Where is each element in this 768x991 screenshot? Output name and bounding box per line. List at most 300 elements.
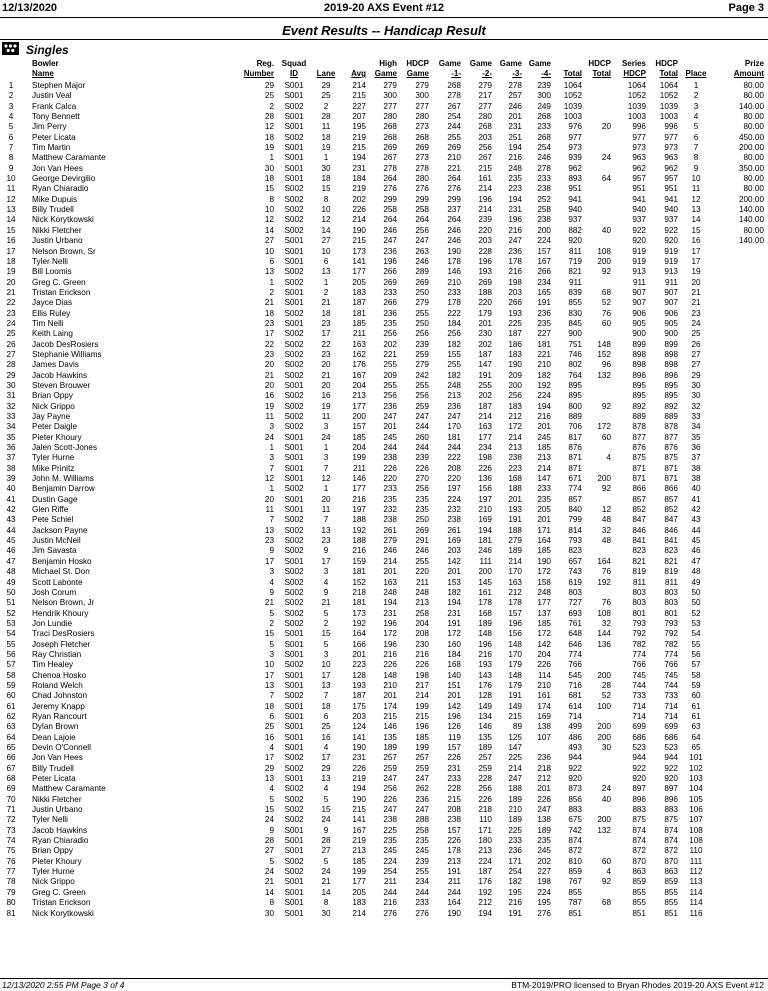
cell-place: 113 xyxy=(689,877,703,887)
cell-name: Jeremy Knapp xyxy=(32,701,85,711)
cell-total: 920 xyxy=(568,774,582,784)
cell-name: Mike Prinitz xyxy=(32,463,75,473)
cell-reg: 24 xyxy=(264,867,274,877)
cell-avg: 223 xyxy=(352,660,366,670)
cell-squad: S001 xyxy=(284,287,304,297)
cell-hdcptot: 852 xyxy=(664,505,678,515)
cell-lane: 1 xyxy=(323,277,329,287)
cell-squad: S002 xyxy=(284,515,304,525)
cell-num: 45 xyxy=(6,536,16,546)
cell-g2: 171 xyxy=(478,825,492,835)
cell-hdcpg: 264 xyxy=(415,215,429,225)
cell-hdcpg: 242 xyxy=(415,370,429,380)
cell-series: 847 xyxy=(632,515,646,525)
cell-reg: 18 xyxy=(264,174,274,184)
cell-place: 11 xyxy=(691,184,701,194)
cell-total: 922 xyxy=(568,763,582,773)
cell-lane: 2 xyxy=(323,618,329,628)
cell-place: 29 xyxy=(691,370,701,380)
cell-g3: 190 xyxy=(508,360,522,370)
cell-series: 940 xyxy=(632,205,646,215)
cell-g4: 157 xyxy=(537,246,551,256)
footer-timestamp: 12/13/2020 2:55 PM Page 3 of 4 xyxy=(2,980,125,990)
cell-g1: 232 xyxy=(447,505,461,515)
table-row xyxy=(0,722,768,732)
cell-num: 78 xyxy=(6,877,16,887)
cell-g4: 204 xyxy=(537,649,551,659)
cell-name: Tim Healey xyxy=(32,660,74,670)
cell-hdcptot: 897 xyxy=(664,784,678,794)
cell-lane: 18 xyxy=(321,701,331,711)
cell-g3: 186 xyxy=(508,339,522,349)
cell-avg: 211 xyxy=(352,329,366,339)
cell-g3: 198 xyxy=(508,277,522,287)
cell-g1: 231 xyxy=(447,608,461,618)
cell-hdcpg: 259 xyxy=(415,349,429,359)
cell-g4: 254 xyxy=(537,143,551,153)
cell-name: Jon Van Hees xyxy=(32,163,83,173)
cell-g4: 172 xyxy=(537,567,551,577)
cell-num: 56 xyxy=(6,649,16,659)
cell-hg: 266 xyxy=(383,267,397,277)
cell-lane: 7 xyxy=(323,515,329,525)
cell-g2: 136 xyxy=(478,474,492,484)
cell-squad: S002 xyxy=(284,525,304,535)
cell-g3: 163 xyxy=(508,577,522,587)
cell-hdcpg: 226 xyxy=(415,660,429,670)
cell-place: 42 xyxy=(691,505,701,515)
cell-avg: 162 xyxy=(352,349,366,359)
cell-prize: 80.00 xyxy=(743,81,764,90)
cell-hdcpg: 279 xyxy=(415,298,429,308)
cell-hdcpt: 164 xyxy=(597,556,611,566)
cell-hdcpg: 250 xyxy=(415,318,429,328)
cell-series: 714 xyxy=(632,711,646,721)
cell-hg: 233 xyxy=(383,287,397,297)
cell-hdcpt: 60 xyxy=(601,856,611,866)
cell-g1: 278 xyxy=(447,91,461,101)
cell-num: 4 xyxy=(8,112,14,122)
cell-total: 859 xyxy=(568,867,582,877)
cell-avg: 190 xyxy=(352,743,366,752)
cell-name: Matthew Caramante xyxy=(32,153,106,163)
table-row xyxy=(0,371,768,381)
cell-series: 714 xyxy=(632,701,646,711)
cell-hdcpt: 28 xyxy=(601,680,611,690)
cell-g4: 107 xyxy=(537,732,551,742)
cell-lane: 7 xyxy=(323,691,329,701)
cell-lane: 9 xyxy=(323,825,329,835)
cell-prize: 140.00 xyxy=(738,101,764,111)
cell-g2: 214 xyxy=(478,184,492,194)
table-row xyxy=(0,536,768,546)
cell-g4: 185 xyxy=(537,546,551,556)
cell-name: Nikki Fletcher xyxy=(32,225,82,235)
cell-g2: 256 xyxy=(478,784,492,794)
cell-hg: 254 xyxy=(383,867,397,877)
cell-g3: 194 xyxy=(508,194,522,204)
cell-hdcptot: 841 xyxy=(664,536,678,546)
cell-hg: 224 xyxy=(383,856,397,866)
table-row xyxy=(0,598,768,608)
cell-reg: 20 xyxy=(264,494,274,504)
cell-hg: 226 xyxy=(383,660,397,670)
cell-squad: S002 xyxy=(284,784,304,794)
cell-place: 2 xyxy=(693,91,699,101)
cell-hg: 280 xyxy=(383,112,397,122)
cell-num: 13 xyxy=(6,205,16,215)
cell-series: 937 xyxy=(632,215,646,225)
cell-lane: 2 xyxy=(323,287,329,297)
cell-total: 681 xyxy=(568,691,582,701)
table-row xyxy=(0,681,768,691)
cell-name: Tim Martin xyxy=(32,143,71,153)
cell-place: 110 xyxy=(689,846,703,856)
table-row xyxy=(0,671,768,681)
cell-g4: 233 xyxy=(537,484,551,494)
cell-avg: 214 xyxy=(352,215,366,225)
cell-place: 19 xyxy=(691,267,701,277)
cell-g1: 226 xyxy=(447,836,461,846)
cell-hdcptot: 871 xyxy=(664,463,678,473)
cell-lane: 6 xyxy=(323,256,329,266)
table-row xyxy=(0,578,768,588)
cell-name: Nick Korytkowski xyxy=(32,908,94,918)
table-row xyxy=(0,609,768,619)
cell-g2: 187 xyxy=(478,401,492,411)
cell-g2: 189 xyxy=(478,743,492,752)
cell-series: 876 xyxy=(632,443,646,453)
table-row xyxy=(0,846,768,856)
cell-series: 686 xyxy=(632,732,646,742)
cell-total: 851 xyxy=(568,908,582,918)
cell-g1: 231 xyxy=(447,763,461,773)
cell-squad: S001 xyxy=(284,898,304,908)
cell-hdcptot: 1003 xyxy=(659,112,678,122)
cell-num: 19 xyxy=(6,267,16,277)
cell-name: Josh Corum xyxy=(32,587,77,597)
cell-series: 744 xyxy=(632,680,646,690)
cell-place: 46 xyxy=(691,546,701,556)
cell-num: 53 xyxy=(6,618,16,628)
table-row xyxy=(0,309,768,319)
cell-name: Benjamin Hosko xyxy=(32,556,92,566)
cell-g3: 179 xyxy=(508,680,522,690)
table-row xyxy=(0,712,768,722)
cell-name: John M. Williams xyxy=(32,474,94,484)
cell-series: 892 xyxy=(632,401,646,411)
cell-avg: 183 xyxy=(352,898,366,908)
cell-squad: S001 xyxy=(284,505,304,515)
cell-squad: S002 xyxy=(284,815,304,825)
cell-series: 782 xyxy=(632,639,646,649)
table-row xyxy=(0,474,768,484)
cell-hdcptot: 973 xyxy=(664,143,678,153)
cell-reg: 7 xyxy=(269,463,274,473)
column-header-g4: Game -4- xyxy=(528,59,551,78)
cell-avg: 215 xyxy=(352,91,366,101)
cell-g3: 256 xyxy=(508,391,522,401)
cell-total: 821 xyxy=(568,267,582,277)
table-row xyxy=(0,702,768,712)
cell-hdcptot: 876 xyxy=(664,443,678,453)
table-row xyxy=(0,588,768,598)
cell-num: 37 xyxy=(6,453,16,463)
cell-g3: 216 xyxy=(508,267,522,277)
cell-series: 951 xyxy=(632,184,646,194)
cell-name: Tristan Erickson xyxy=(32,898,91,908)
cell-name: Matthew Caramante xyxy=(32,784,106,794)
cell-reg: 28 xyxy=(264,112,274,122)
cell-avg: 141 xyxy=(352,815,366,825)
cell-name: Hendrik Khoury xyxy=(32,608,89,618)
cell-lane: 1 xyxy=(323,443,329,453)
cell-name: Billy Trudell xyxy=(32,763,74,773)
cell-squad: S002 xyxy=(284,349,304,359)
cell-total: 855 xyxy=(568,298,582,308)
cell-hdcptot: 919 xyxy=(664,256,678,266)
cell-total: 944 xyxy=(568,753,582,763)
cell-squad: S002 xyxy=(284,587,304,597)
cell-hdcptot: 733 xyxy=(664,691,678,701)
cell-avg: 199 xyxy=(352,867,366,877)
cell-name: Pete Schiel xyxy=(32,515,74,525)
cell-hdcpg: 235 xyxy=(415,505,429,515)
cell-g2: 210 xyxy=(478,505,492,515)
cell-num: 16 xyxy=(6,236,16,246)
table-row xyxy=(0,81,768,91)
cell-place: 105 xyxy=(689,794,703,804)
cell-total: 876 xyxy=(568,443,582,453)
cell-name: Greg C. Green xyxy=(32,887,86,897)
table-row xyxy=(0,567,768,577)
cell-place: 64 xyxy=(691,732,701,742)
cell-hdcptot: 919 xyxy=(664,246,678,256)
cell-hg: 232 xyxy=(383,505,397,515)
cell-g3: 233 xyxy=(508,836,522,846)
table-row xyxy=(0,164,768,174)
cell-g2: 193 xyxy=(478,267,492,277)
cell-squad: S001 xyxy=(284,81,304,90)
cell-g3: 183 xyxy=(508,349,522,359)
cell-squad: S001 xyxy=(284,649,304,659)
cell-total: 761 xyxy=(568,618,582,628)
cell-hdcpt: 76 xyxy=(601,598,611,608)
cell-squad: S001 xyxy=(284,143,304,153)
cell-squad: S001 xyxy=(284,463,304,473)
cell-hdcpg: 239 xyxy=(415,856,429,866)
cell-num: 14 xyxy=(6,215,16,225)
cell-place: 13 xyxy=(691,205,701,215)
table-row xyxy=(0,557,768,567)
cell-g4: 192 xyxy=(537,380,551,390)
cell-total: 855 xyxy=(568,887,582,897)
cell-g1: 151 xyxy=(447,680,461,690)
cell-series: 733 xyxy=(632,691,646,701)
cell-hg: 269 xyxy=(383,277,397,287)
cell-hdcptot: 803 xyxy=(664,587,678,597)
cell-hdcptot: 745 xyxy=(664,670,678,680)
cell-g3: 178 xyxy=(508,256,522,266)
cell-squad: S002 xyxy=(284,856,304,866)
cell-reg: 3 xyxy=(269,422,274,432)
cell-hdcpg: 247 xyxy=(415,805,429,815)
cell-g3: 170 xyxy=(508,649,522,659)
cell-squad: S002 xyxy=(284,598,304,608)
cell-g4: 190 xyxy=(537,556,551,566)
cell-num: 67 xyxy=(6,763,16,773)
cell-hg: 148 xyxy=(383,670,397,680)
cell-reg: 8 xyxy=(269,194,274,204)
cell-hdcptot: 963 xyxy=(664,153,678,163)
cell-squad: S001 xyxy=(284,825,304,835)
cell-squad: S002 xyxy=(284,567,304,577)
cell-total: 751 xyxy=(568,339,582,349)
cell-g2: 194 xyxy=(478,908,492,918)
cell-hg: 246 xyxy=(383,225,397,235)
cell-name: Jon Lundie xyxy=(32,618,73,628)
cell-reg: 13 xyxy=(264,267,274,277)
cell-avg: 211 xyxy=(352,463,366,473)
cell-g2: 148 xyxy=(478,629,492,639)
cell-num: 3 xyxy=(8,101,14,111)
cell-g1: 244 xyxy=(447,887,461,897)
cell-g2: 149 xyxy=(478,701,492,711)
cell-series: 819 xyxy=(632,567,646,577)
cell-name: Scott Labonte xyxy=(32,577,83,587)
table-row xyxy=(0,143,768,153)
cell-g4: 258 xyxy=(537,205,551,215)
cell-g2: 269 xyxy=(478,277,492,287)
cell-lane: 8 xyxy=(323,898,329,908)
cell-g2: 192 xyxy=(478,887,492,897)
cell-series: 895 xyxy=(632,391,646,401)
cell-g1: 182 xyxy=(447,339,461,349)
cell-g2: 203 xyxy=(478,236,492,246)
cell-lane: 20 xyxy=(321,494,331,504)
cell-hg: 256 xyxy=(383,391,397,401)
cell-hdcptot: 874 xyxy=(664,836,678,846)
cell-squad: S001 xyxy=(284,443,304,453)
cell-g1: 246 xyxy=(447,236,461,246)
cell-hdcpt: 64 xyxy=(601,174,611,184)
cell-place: 40 xyxy=(691,484,701,494)
cell-hdcpg: 279 xyxy=(415,81,429,90)
cell-hg: 174 xyxy=(383,701,397,711)
cell-g4: 221 xyxy=(537,349,551,359)
cell-num: 62 xyxy=(6,711,16,721)
cell-total: 845 xyxy=(568,318,582,328)
table-row xyxy=(0,278,768,288)
cell-squad: S001 xyxy=(284,236,304,246)
cell-g4: 227 xyxy=(537,329,551,339)
cell-place: 38 xyxy=(691,463,701,473)
cell-reg: 25 xyxy=(264,91,274,101)
cell-name: Jacob Hawkins xyxy=(32,370,88,380)
cell-reg: 21 xyxy=(264,877,274,887)
cell-reg: 4 xyxy=(269,743,274,752)
cell-avg: 219 xyxy=(352,132,366,142)
cell-squad: S001 xyxy=(284,153,304,163)
cell-g2: 226 xyxy=(478,794,492,804)
event-name: 2019-20 AXS Event #12 xyxy=(323,2,445,14)
cell-avg: 181 xyxy=(352,598,366,608)
cell-g3: 216 xyxy=(508,898,522,908)
cell-hdcptot: 875 xyxy=(664,815,678,825)
cell-lane: 10 xyxy=(321,660,331,670)
cell-g1: 160 xyxy=(447,639,461,649)
cell-lane: 6 xyxy=(323,711,329,721)
cell-reg: 17 xyxy=(264,753,274,763)
cell-hg: 215 xyxy=(383,711,397,721)
cell-reg: 13 xyxy=(264,525,274,535)
cell-num: 2 xyxy=(8,91,14,101)
cell-hdcpg: 300 xyxy=(415,91,429,101)
cell-place: 38 xyxy=(691,474,701,484)
cell-hdcpg: 255 xyxy=(415,867,429,877)
cell-avg: 203 xyxy=(352,711,366,721)
cell-squad: S002 xyxy=(284,794,304,804)
cell-hg: 231 xyxy=(383,608,397,618)
cell-series: 801 xyxy=(632,608,646,618)
cell-g1: 208 xyxy=(447,805,461,815)
cell-hg: 189 xyxy=(383,743,397,752)
cell-lane: 12 xyxy=(321,215,331,225)
cell-avg: 183 xyxy=(352,287,366,297)
cell-name: Jalen Scott-Jones xyxy=(32,443,98,453)
cell-place: 7 xyxy=(693,143,699,153)
cell-num: 73 xyxy=(6,825,16,835)
table-row xyxy=(0,267,768,277)
cell-name: Nick Grippo xyxy=(32,877,75,887)
cell-squad: S001 xyxy=(284,877,304,887)
cell-num: 69 xyxy=(6,784,16,794)
cell-reg: 18 xyxy=(264,132,274,142)
cell-hdcpt: 92 xyxy=(601,877,611,887)
cell-hdcpg: 199 xyxy=(415,701,429,711)
cell-total: 882 xyxy=(568,225,582,235)
cell-series: 745 xyxy=(632,670,646,680)
cell-g1: 268 xyxy=(447,81,461,90)
cell-hdcpg: 236 xyxy=(415,794,429,804)
cell-g2: 134 xyxy=(478,711,492,721)
cell-avg: 205 xyxy=(352,887,366,897)
cell-series: 871 xyxy=(632,474,646,484)
cell-hdcptot: 847 xyxy=(664,515,678,525)
cell-g4: 200 xyxy=(537,225,551,235)
cell-name: Jacob Hawkins xyxy=(32,825,88,835)
cell-total: 1003 xyxy=(563,112,582,122)
cell-hg: 257 xyxy=(383,753,397,763)
cell-squad: S002 xyxy=(284,391,304,401)
cell-reg: 28 xyxy=(264,836,274,846)
cell-g1: 157 xyxy=(447,825,461,835)
cell-g3: 235 xyxy=(508,174,522,184)
cell-g1: 264 xyxy=(447,174,461,184)
cell-g3: 191 xyxy=(508,515,522,525)
cell-g2: 213 xyxy=(478,846,492,856)
cell-hg: 201 xyxy=(383,691,397,701)
cell-series: 944 xyxy=(632,753,646,763)
cell-hg: 300 xyxy=(383,91,397,101)
cell-num: 12 xyxy=(6,194,16,204)
cell-name: Tyler Nelli xyxy=(32,815,68,825)
cell-hg: 196 xyxy=(383,618,397,628)
cell-lane: 22 xyxy=(321,339,331,349)
cell-g3: 212 xyxy=(508,587,522,597)
cell-squad: S001 xyxy=(284,629,304,639)
cell-reg: 29 xyxy=(264,763,274,773)
